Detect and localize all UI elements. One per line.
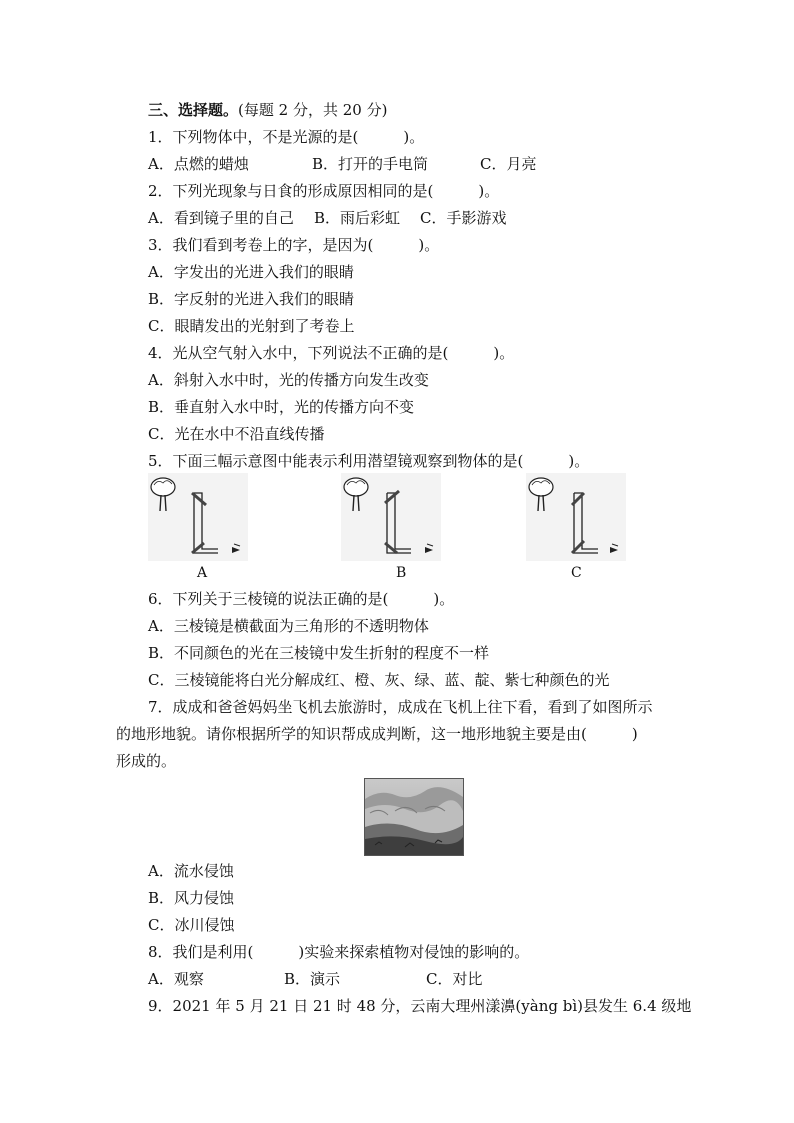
section-heading (148, 100, 387, 120)
q6-option-a: A．三棱镜是横截面为三角形的不透明物体 (148, 617, 429, 635)
periscope-figure-a (148, 473, 248, 561)
question-8-stem: 8．我们是利用( )实验来探索植物对侵蚀的影响的。 (148, 943, 530, 961)
q3-option-c: C．眼睛发出的光射到了考卷上 (148, 317, 355, 335)
periscope-figure-c (526, 473, 626, 561)
q8-option-a: A．观察 (148, 970, 204, 988)
periscope-figure-b (341, 473, 441, 561)
q2-option-b: B．雨后彩虹 (314, 209, 401, 227)
q4-option-a: A．斜射入水中时，光的传播方向发生改变 (148, 371, 429, 389)
q4-option-b: B．垂直射入水中时，光的传播方向不变 (148, 398, 415, 416)
question-7-stem-line-3: 形成的。 (116, 752, 177, 770)
q6-option-b: B．不同颜色的光在三棱镜中发生折射的程度不一样 (148, 644, 490, 662)
section-title: 三、选择题。 (148, 101, 239, 119)
question-1-stem: 1．下列物体中，不是光源的是( )。 (148, 128, 425, 146)
q6-option-c: C．三棱镜能将白光分解成红、橙、灰、绿、蓝、靛、紫七种颜色的光 (148, 671, 610, 689)
question-7-stem-line-1: 7．成成和爸爸妈妈坐飞机去旅游时，成成在飞机上往下看，看到了如图所示 (148, 698, 653, 716)
q4-option-c: C．光在水中不沿直线传播 (148, 425, 325, 443)
section-note: (每题 2 分，共 20 分) (238, 101, 388, 119)
question-2-options (148, 208, 507, 228)
figure-label-b: B (396, 565, 407, 581)
question-3-stem: 3．我们看到考卷上的字，是因为( )。 (148, 236, 440, 254)
question-8-options (148, 969, 483, 989)
q2-option-c: C．手影游戏 (420, 209, 507, 227)
question-2-stem: 2．下列光现象与日食的形成原因相同的是( )。 (148, 182, 500, 200)
q1-option-b: B．打开的手电筒 (312, 155, 429, 173)
q3-option-b: B．字反射的光进入我们的眼睛 (148, 290, 355, 308)
q7-option-c: C．冰川侵蚀 (148, 916, 235, 934)
q3-option-a: A．字发出的光进入我们的眼睛 (148, 263, 354, 281)
q1-option-a: A．点燃的蜡烛 (148, 155, 249, 173)
q7-option-b: B．风力侵蚀 (148, 889, 235, 907)
q8-option-b: B．演示 (284, 970, 341, 988)
question-1-options (148, 154, 537, 174)
figure-label-a: A (197, 565, 208, 581)
figure-label-c: C (571, 565, 582, 581)
question-5-stem: 5．下面三幅示意图中能表示利用潜望镜观察到物体的是( )。 (148, 452, 590, 470)
q8-option-c: C．对比 (426, 970, 483, 988)
question-7-stem-line-2: 的地形地貌。请你根据所学的知识帮成成判断，这一地形地貌主要是由( ) (116, 725, 638, 743)
q1-option-c: C．月亮 (480, 155, 537, 173)
question-6-stem: 6．下列关于三棱镜的说法正确的是( )。 (148, 590, 455, 608)
question-9-stem: 9．2021 年 5 月 21 日 21 时 48 分，云南大理州漾濞(yàng bì)县发生 6.4 级地 (148, 997, 692, 1015)
q2-option-a: A．看到镜子里的自己 (148, 209, 294, 227)
q7-option-a: A．流水侵蚀 (148, 862, 234, 880)
question-4-stem: 4．光从空气射入水中，下列说法不正确的是( )。 (148, 344, 515, 362)
landform-photo (364, 778, 464, 856)
